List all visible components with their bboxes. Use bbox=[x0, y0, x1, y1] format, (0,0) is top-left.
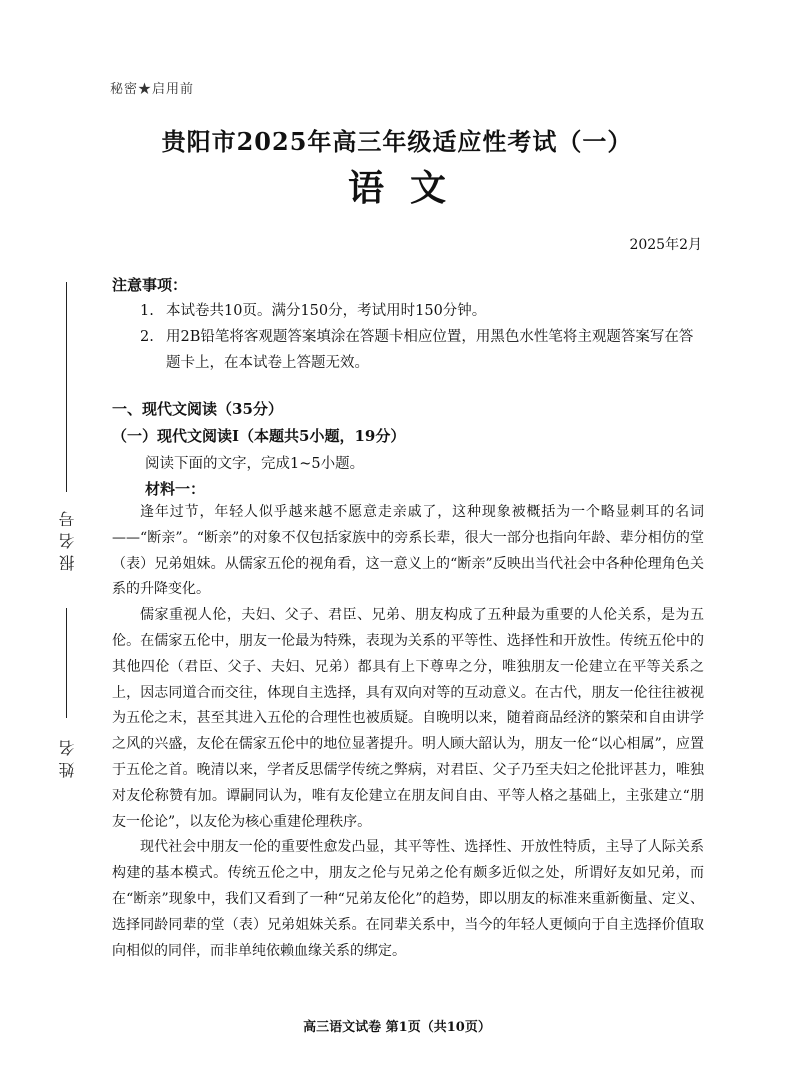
binding-line bbox=[66, 282, 67, 492]
notice-item-text: 本试卷共10页。满分150分，考试用时150分钟。 bbox=[166, 303, 487, 319]
notice-item-number: 2. bbox=[140, 329, 154, 345]
notice-item bbox=[140, 324, 700, 376]
exam-number-line bbox=[66, 608, 67, 718]
notice-item bbox=[140, 298, 700, 324]
passage-paragraph: 儒家重视人伦，夫妇、父子、君臣、兄弟、朋友构成了五种最为重要的人伦关系，是为五伦。在儒家五伦中，朋友一伦最为特殊，表现为关系的平等性、选择性和开放性。传统五伦中的其他四伦（君臣、父子、夫妇、兄弟）都具有上下尊卑之分，唯独朋友一伦建立在平等关系之上，因志同道合而交往，体现自主选择，具有双向对等的互动意义。在古代，朋友一伦往往被视为五伦之末，甚至其进入五伦的合理性也被质疑。自晚明以来，随着商品经济的繁荣和自由讲学之风的兴盛，友伦在儒家五伦中的地位显著提升。明人顾大韶认为，朋友一伦“以心相属”，应置于五伦之首。晚清以来，学者反思儒学传统之弊病，对君臣、父子乃至夫妇之伦批评甚力，唯独对友伦称赞有加。谭嗣同认为，唯有友伦建立在朋友间自由、平等人格之基础上，主张建立“朋友一伦论”，以友伦为核心重建伦理秩序。 bbox=[112, 607, 704, 830]
subsection-heading: （一）现代文阅读Ⅰ（本题共5小题，19分） bbox=[112, 427, 406, 445]
notice-item-text: 用2B铅笔将客观题答案填涂在答题卡相应位置，用黑色水性笔将主观题答案写在答题卡上，在本试卷上答题无效。 bbox=[166, 329, 694, 371]
reading-passage bbox=[112, 500, 704, 964]
exam-number-label: 报名号 bbox=[58, 505, 77, 571]
page-footer: 高三语文试卷 第1页（共10页） bbox=[303, 1020, 491, 1035]
notice-list bbox=[140, 298, 700, 376]
name-label: 姓名 bbox=[58, 734, 77, 778]
section-heading: 一、现代文阅读（35分） bbox=[112, 400, 283, 418]
exam-title: 贵阳市2025年高三年级适应性考试（一） bbox=[161, 127, 633, 156]
passage-paragraph: 逢年过节，年轻人似乎越来越不愿意走亲戚了，这种现象被概括为一个略显刺耳的名词——“断亲”。“断亲”的对象不仅包括家族中的旁系长辈，很大一部分也指向年龄、辈分相仿的堂（表）兄弟姐妹。从儒家五伦的视角看，这一意义上的“断亲”反映出当代社会中各种伦理角色关系的升降变化。 bbox=[112, 504, 704, 598]
notice-item-number: 1. bbox=[140, 303, 154, 319]
notice-heading: 注意事项： bbox=[112, 276, 188, 294]
confidential-mark: 秘密★启用前 bbox=[110, 82, 195, 97]
reading-instruction: 阅读下面的文字，完成1~5小题。 bbox=[145, 456, 365, 472]
material-label: 材料一： bbox=[145, 480, 206, 498]
exam-date: 2025年2月 bbox=[629, 237, 702, 253]
subject-title: 语文 bbox=[347, 167, 472, 209]
passage-paragraph: 现代社会中朋友一伦的重要性愈发凸显，其平等性、选择性、开放性特质，主导了人际关系构建的基本模式。传统五伦之中，朋友之伦与兄弟之伦有颇多近似之处，所谓好友如兄弟，而在“断亲”现象中，我们又看到了一种“兄弟友伦化”的趋势，即以朋友的标准来重新衡量、定义、选择同龄同辈的堂（表）兄弟姐妹关系。在同辈关系中，当今的年轻人更倾向于自主选择价值取向相似的同伴，而非单纯依赖血缘关系的绑定。 bbox=[112, 839, 704, 959]
